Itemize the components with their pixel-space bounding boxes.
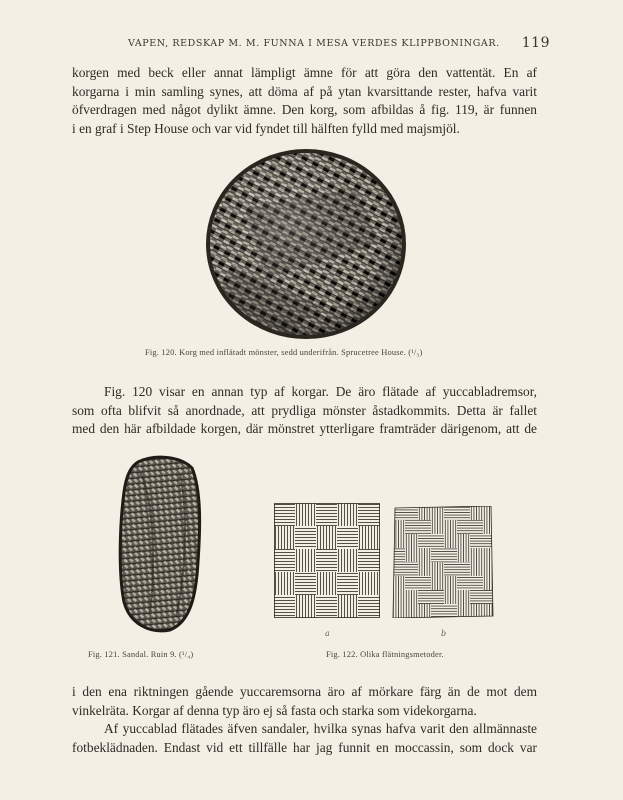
page-number: 119 <box>521 35 550 51</box>
text-line: med den här afbildade korgen, där mönstret ytterligare framträder därigenom, att de <box>72 421 537 437</box>
text-line: Af yuccablad flätades äfven sandaler, hvilka synas hafva varit den allmännaste <box>104 721 537 737</box>
round-basket-illustration <box>205 148 407 340</box>
paragraph-3 <box>72 683 537 757</box>
text-line: Fig. 120 visar en annan typ af korgar. De äro flätade af yuccabladremsor, <box>104 384 537 399</box>
weave-cells <box>274 503 380 618</box>
text-line: vinkelräta. Korgar af denna typ äro ej så fasta och starka som videkorgarna. <box>72 702 477 718</box>
text-line: som ofta blifvit så anordnade, att prydliga mönster åstadkommits. Detta är fallet <box>72 402 537 418</box>
figure-122b-label: b <box>441 629 447 638</box>
figure-122-caption: Fig. 122. Olika flätningsmetoder. <box>326 650 444 659</box>
text-line: korgen med beck eller annat lämpligt ämne för att göra den vattentät. En af <box>72 65 537 80</box>
text-line: fotbeklädnaden. Endast vid ett tillfälle har jag funnit en moccassin, som dock var <box>72 739 537 755</box>
weave-cells <box>392 506 494 618</box>
text-line: öfverdragen med något dylikt ämne. Den korg, som afbildas å fig. 119, är funnen <box>72 102 537 118</box>
figure-120-caption: Fig. 120. Korg med inflätadt mönster, sedd underifrån. Sprucetree House. (¹/₃) <box>145 348 423 357</box>
text-line: i en graf i Step House och var vid fyndet till hälften fylld med majsmjöl. <box>72 120 460 136</box>
text-line: korgarna i min samling synes, att döma af på ytan kvarsittande rester, hafva varit <box>72 83 537 99</box>
paragraph-1 <box>72 64 537 138</box>
twill-weave-diagram <box>392 506 494 618</box>
running-title: VAPEN, REDSKAP M. M. FUNNA I MESA VERDES KLIPPBONINGAR. <box>128 38 500 49</box>
figure-121-caption: Fig. 121. Sandal. Ruin 9. (¹/₄) <box>88 650 194 659</box>
figure-122a-label: a <box>325 629 330 638</box>
text-line: i den ena riktningen gående yuccaremsorna äro af mörkare färg än de mot dem <box>72 684 537 699</box>
plain-weave-diagram <box>274 503 380 618</box>
paragraph-2 <box>72 383 537 439</box>
sandal-illustration <box>110 452 210 634</box>
